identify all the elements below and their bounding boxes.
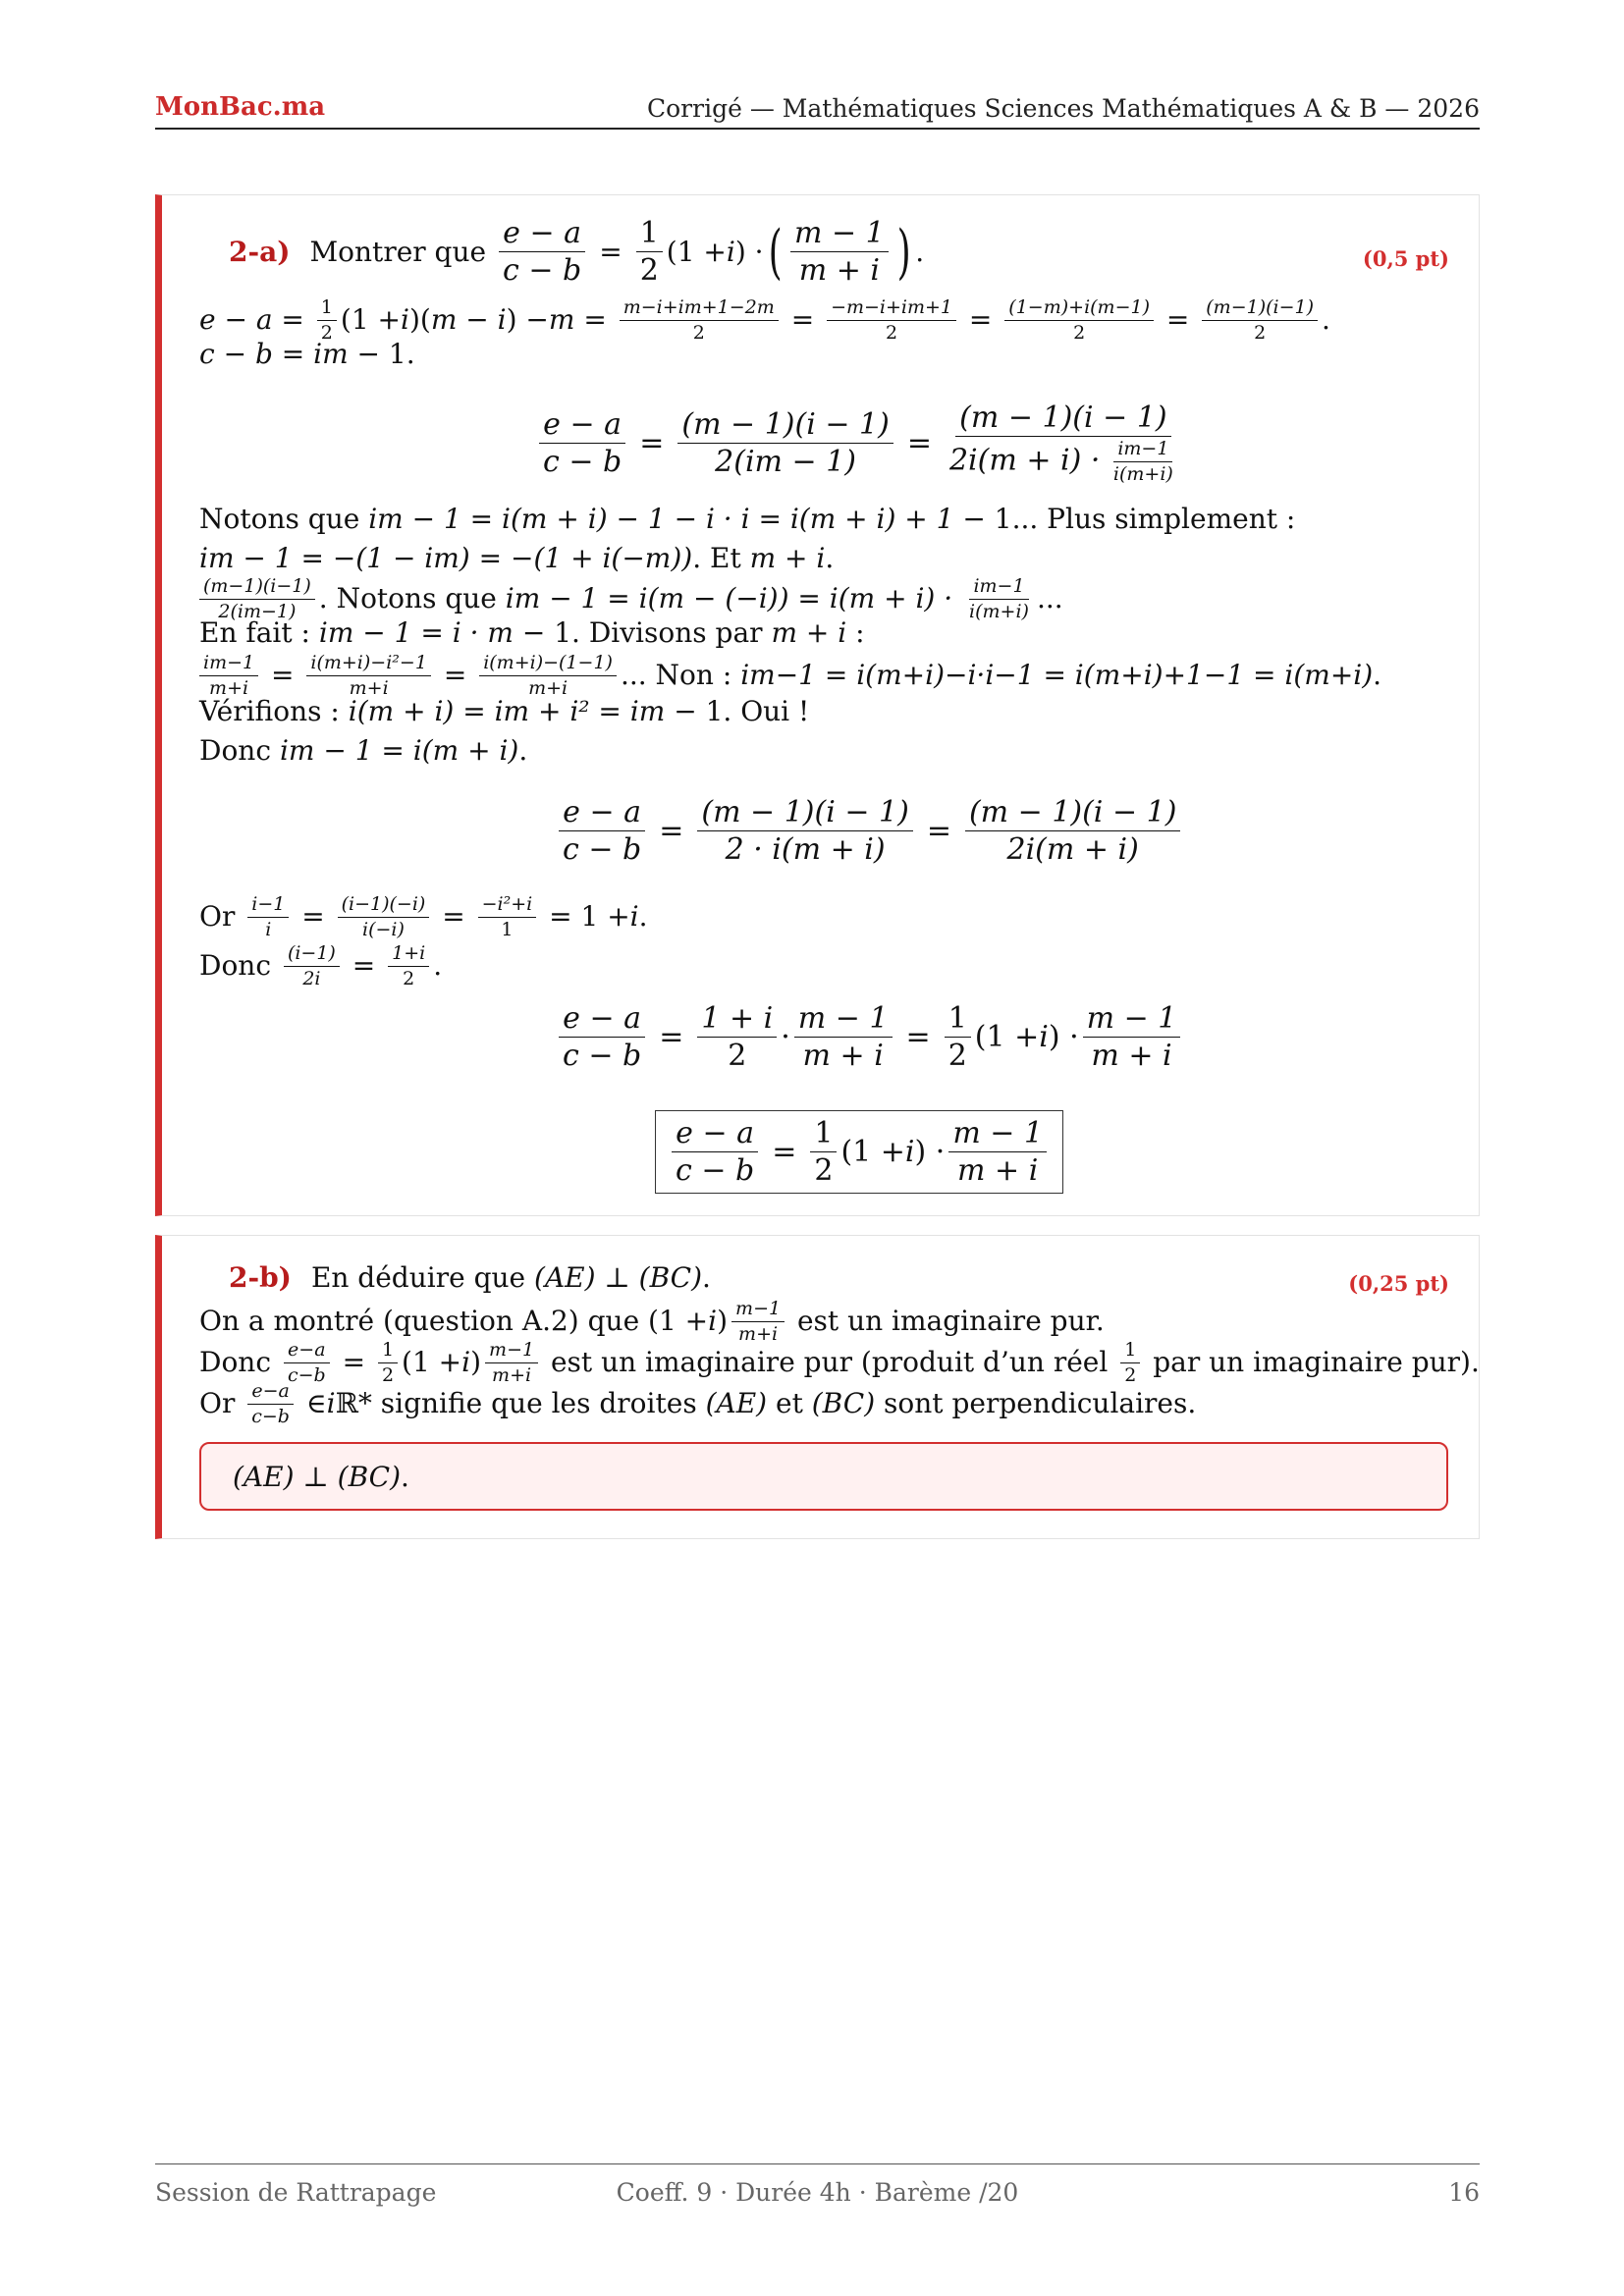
display-equation: $\frac{e - a}{c - b}$ = $\frac{1 + i}{2}$ · $\frac{m - 1}{m + i}$ = $\frac{1}{2}$ (1 + i ) · $\frac{m - 1}{m + i}$ [555,1002,1184,1072]
page-footer [155,2163,1480,2214]
text-line: Or $\frac{e-a}{c-b}$ ∈ i ℝ* signifie que les droites (AE) et (BC) sont perpendiculaires. [199,1380,1197,1427]
question-2a-box [155,194,1480,1216]
fraction: $\frac{e - a}{c - b}$ [499,217,585,287]
question-statement: En déduire que [310,1261,526,1294]
derivation-line: c − b = im − 1. [199,338,415,370]
question-2a-heading: 2-a) Montrer que $\frac{e - a}{c - b}$ = $\frac{1}{2}$ (1 + i ) · ( $\frac{m - 1}{m + i}$ ) . [229,216,925,288]
text-line: $\frac{im-1}{m+i}$ = $\frac{\text{i(m+i)−i²−1}}{m+i}$ = $\frac{i(m+i)-(1-1)}{m+i}$ ... Non : im−1 = i(m+i)−i·i−1 = i(m+i)+1−1 = i(m+i) . [199,653,1381,699]
question-2b-box [155,1235,1480,1539]
text-line: En fait : im − 1 = i · m − 1 . Divisons par m + i : [199,616,865,649]
question-2b-heading: 2-b) En déduire que (AE) ⊥ (BC) . [229,1261,711,1294]
page-header [155,90,1480,130]
text-line: Notons que im − 1 = i(m + i) − 1 − i · i = i(m + i) + 1 − 1 ... Plus simplement : [199,503,1296,535]
question-statement: Montrer que [309,236,487,268]
page-number: 16 [1448,2178,1480,2207]
boxed-result: $\frac{e - a}{c - b}$ = $\frac{1}{2}$ (1 + i ) · $\frac{m - 1}{m + i}$ [655,1110,1063,1194]
conclusion-box: (AE) ⊥ (BC) . [199,1442,1448,1511]
display-equation: $\frac{e - a}{c - b}$ = $\frac{(m - 1)(i - 1)}{2 \cdot i(m + i)}$ = $\frac{(m - 1)(i - 1)}{2i(m + i)}$ [555,796,1184,866]
text-line: Donc im − 1 = i(m + i) . [199,734,528,767]
question-label: 2-b) [229,1261,292,1294]
text-line: Or $\frac{i-1}{i}$ = $\frac{(i-1)(-i)}{i(-i)}$ = $\frac{\text{−i²+i}}{1}$ = 1 + i . [199,893,648,940]
points-badge: (0,5 pt) [1362,246,1449,271]
footer-session: Session de Rattrapage [155,2178,437,2207]
text-line: On a montré (question A.2) que (1 + i ) $\frac{m-1}{m+i}$ est un imaginaire pur. [199,1298,1105,1345]
text-line: im − 1 = −(1 − im) = −(1 + i(−m)) . Et m + i . [199,542,835,574]
brand-logo-text[interactable]: MonBac.ma [155,92,326,122]
question-label: 2-a) [229,236,291,268]
footer-info: Coeff. 9 · Durée 4h · Barème /20 [616,2178,1019,2207]
display-equation: $\frac{e - a}{c - b}$ = $\frac{(m - 1)(i - 1)}{2(im - 1)}$ = (m − 1)(i − 1) 2i(m + i) · $\frac{im-1}{i(m+i)}$ [535,401,1185,485]
text-line: Donc $\frac{(i-1)}{2i}$ = $\frac{1+i}{2}$ . [199,942,443,989]
derivation-line: e − a = $\frac{1}{2}$ (1 + i )( m − i ) − m = $\frac{m-i+im+1-2m}{2}$ = $\frac{-m-i+im+1}{2}$ = $\frac{(1-m)+i(m-1)}{2}$ = $\frac{(m-1)(i-1)}{2}$ . [199,296,1330,344]
header-subject: Corrigé — Mathématiques Sciences Mathématiques A & B — 2026 [647,94,1480,123]
text-line: Donc $\frac{e-a}{c-b}$ = $\frac{1}{2}$ (1 + i ) $\frac{m-1}{m+i}$ est un imaginaire pur (produit d’un réel $\frac{1}{2}$ par un imaginaire pur). [199,1339,1480,1386]
points-badge: (0,25 pt) [1348,1271,1449,1296]
text-line: Vérifions : i(m + i) = im + i² = im − 1 . Oui ! [199,695,810,727]
text-line: $\frac{(m-1)(i-1)}{2(im-1)}$ . Notons que im − 1 = i(m − (−i)) = i(m + i) · $\frac{im-1}{i(m+i)}$ ... [199,576,1063,622]
